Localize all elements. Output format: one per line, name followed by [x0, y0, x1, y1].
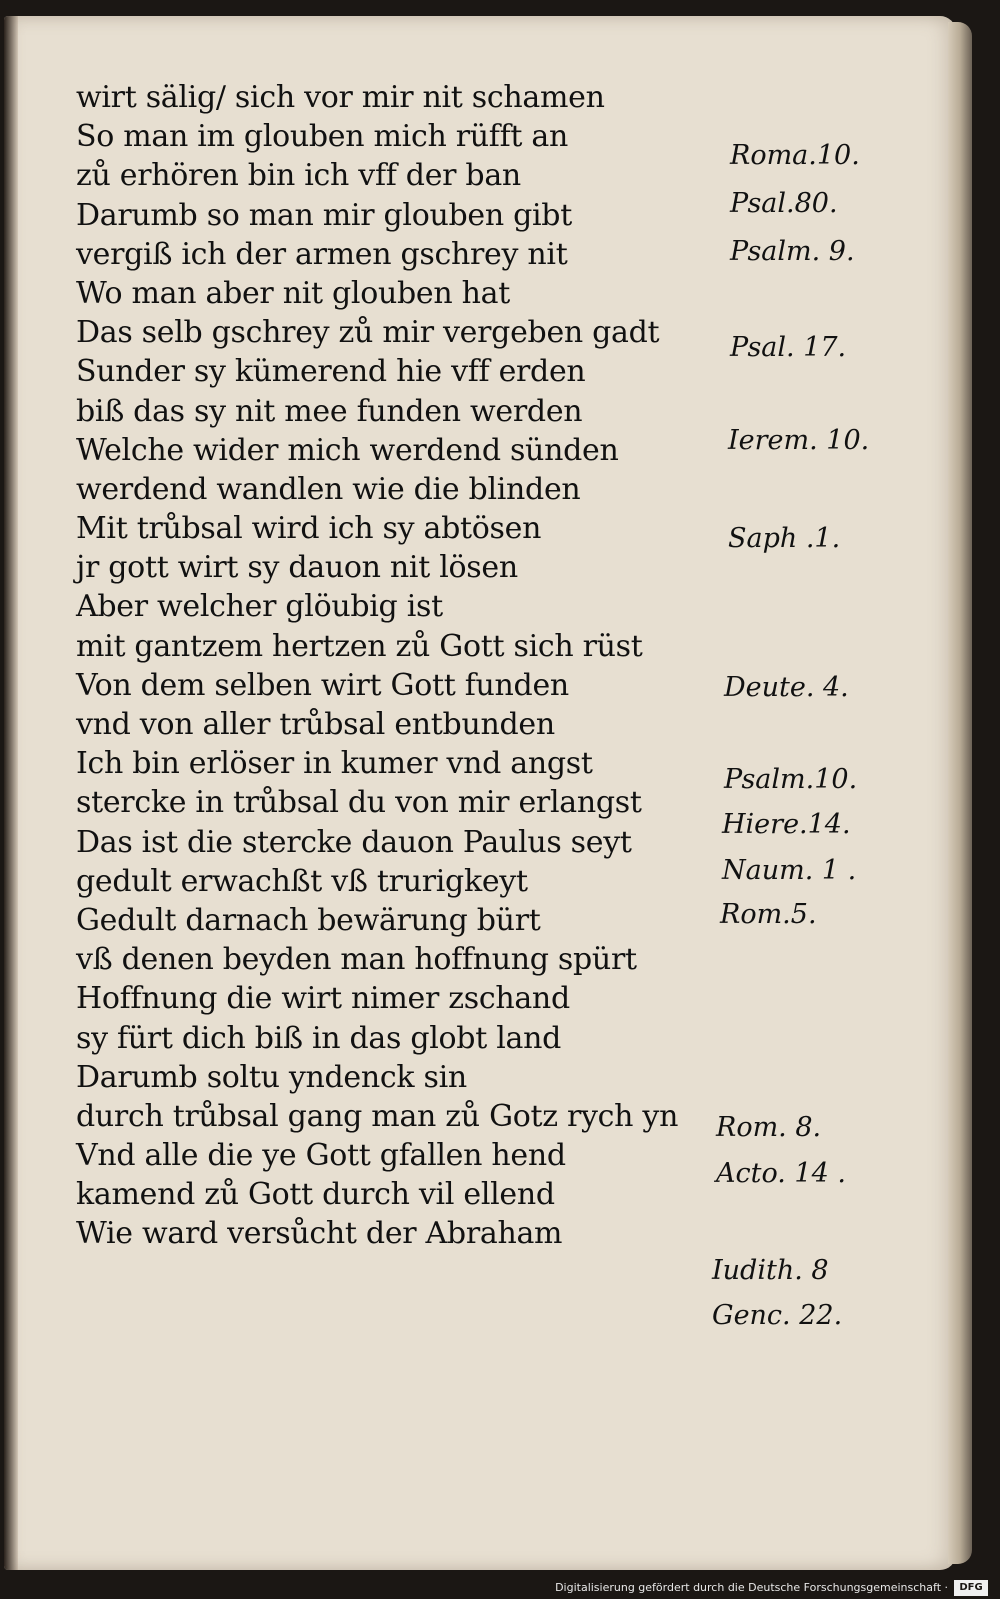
- page-gutter: [4, 16, 18, 1570]
- margin-citation: Hiere.14.: [722, 809, 851, 840]
- footer-bar: [0, 1578, 1000, 1599]
- margin-citation: Rom.5.: [720, 899, 817, 930]
- verse-line: sy fürt dich biß in das globt land: [76, 1020, 562, 1056]
- margin-citation: Acto. 14 .: [716, 1158, 846, 1189]
- margin-citation: Psalm. 9.: [730, 236, 855, 267]
- verse-line: Hoffnung die wirt nimer zschand: [76, 981, 570, 1017]
- margin-citation: Naum. 1 .: [722, 855, 857, 886]
- verse-line: Von dem selben wirt Gott funden: [76, 667, 569, 703]
- verse-line: gedult erwachßt vß trurigkeyt: [76, 863, 528, 899]
- margin-citation: Deute. 4.: [724, 672, 849, 703]
- verse-column: [76, 78, 716, 1254]
- verse-line: Ich bin erlöser in kumer vnd angst: [76, 746, 593, 782]
- verse-line: werdend wandlen wie die blinden: [76, 471, 581, 507]
- verse-line: Welche wider mich werdend sünden: [76, 432, 619, 468]
- margin-citation: Roma.10.: [730, 140, 860, 171]
- verse-line: wirt sälig/ sich vor mir nit schamen: [76, 80, 605, 115]
- verse-line: Sunder sy kümerend hie vff erden: [76, 354, 586, 390]
- verse-line: Darumb soltu yndenck sin: [76, 1059, 467, 1095]
- verse-line: stercke in trůbsal du von mir erlangst: [76, 785, 642, 821]
- verse-line: vß denen beyden man hoffnung spürt: [76, 942, 637, 978]
- verse-line: Vnd alle die ye Gott gfallen hend: [76, 1138, 566, 1174]
- verse-line: vergiß ich der armen gschrey nit: [76, 236, 568, 272]
- margin-citation: Psal.80.: [730, 188, 838, 219]
- verse-line: zů erhören bin ich vff der ban: [76, 158, 521, 194]
- verse-line: jr gott wirt sy dauon nit lösen: [76, 550, 518, 586]
- margin-citation: Psal. 17.: [730, 332, 847, 363]
- margin-citation: Saph .1.: [728, 523, 841, 554]
- verse-line: Gedult darnach bewärung bürt: [76, 902, 541, 938]
- page-edge: [948, 22, 972, 1564]
- verse-line: Darumb so man mir glouben gibt: [76, 197, 572, 233]
- margin-citation: Genc. 22.: [712, 1300, 843, 1331]
- funding-credit: Digitalisierung gefördert durch die Deutsche Forschungsgemeinschaft ·: [555, 1581, 948, 1594]
- verse-line: Das selb gschrey zů mir vergeben gadt: [76, 315, 660, 351]
- dfg-logo-icon: DFG: [954, 1580, 988, 1596]
- verse-line: Wo man aber nit glouben hat: [76, 275, 510, 311]
- margin-citation: Iudith. 8: [712, 1255, 829, 1286]
- verse-line: vnd von aller trůbsal entbunden: [76, 707, 555, 742]
- verse-line: mit gantzem hertzen zů Gott sich rüst: [76, 628, 643, 664]
- margin-citation: Psalm.10.: [724, 764, 858, 795]
- verse-line: Das ist die stercke dauon Paulus seyt: [76, 824, 632, 860]
- verse-line: Mit trůbsal wird ich sy abtösen: [76, 511, 542, 547]
- margin-citation: Ierem. 10.: [728, 425, 870, 456]
- verse-line: durch trůbsal gang man zů Gotz rych yn: [76, 1098, 679, 1134]
- verse-line: Aber welcher glöubig ist: [76, 589, 443, 625]
- verse-line: biß das sy nit mee funden werden: [76, 393, 583, 429]
- verse-line: Wie ward versůcht der Abraham: [76, 1216, 563, 1252]
- verse-line: So man im glouben mich rüfft an: [76, 119, 568, 155]
- verse-line: kamend zů Gott durch vil ellend: [76, 1177, 555, 1213]
- margin-citation: Rom. 8.: [716, 1112, 822, 1143]
